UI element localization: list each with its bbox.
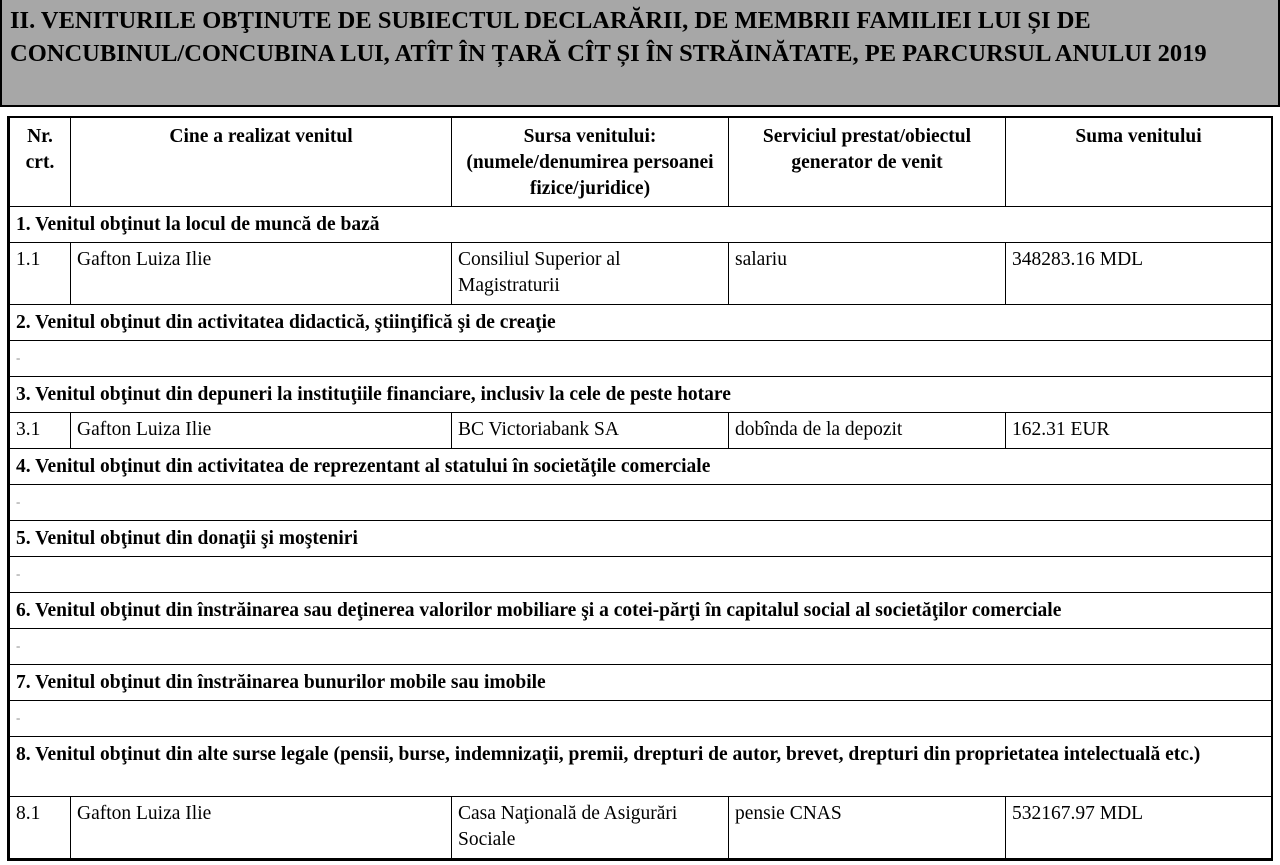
cell-service: pensie CNAS (729, 797, 1006, 859)
empty-row (10, 629, 1272, 665)
header-who: Cine a realizat venitul (71, 118, 452, 207)
cell-service: dobînda de la depozit (729, 413, 1006, 449)
category-title: 5. Venitul obţinut din donaţii şi moşteniri (10, 521, 1272, 557)
category-title: 1. Venitul obţinut la locul de muncă de bază (10, 207, 1272, 243)
category-row-8 (10, 737, 1272, 797)
empty-placeholder: - (10, 341, 1272, 377)
header-source: Sursa venitului: (numele/denumirea persoanei fizice/juridice) (452, 118, 729, 207)
category-title: 4. Venitul obţinut din activitatea de reprezentant al statului în societăţile comerciale (10, 449, 1272, 485)
cell-amount: 162.31 EUR (1006, 413, 1272, 449)
cell-source: Consiliul Superior al Magistraturii (452, 243, 729, 305)
empty-placeholder: - (10, 557, 1272, 593)
table-row (10, 243, 1272, 305)
cell-service: salariu (729, 243, 1006, 305)
cell-nr: 8.1 (10, 797, 71, 859)
empty-row (10, 701, 1272, 737)
cell-source: BC Victoriabank SA (452, 413, 729, 449)
header-nr: Nr. crt. (10, 118, 71, 207)
cell-amount: 348283.16 MDL (1006, 243, 1272, 305)
category-title: 3. Venitul obţinut din depuneri la instituţiile financiare, inclusiv la cele de peste hotare (10, 377, 1272, 413)
category-title: 6. Venitul obţinut din înstrăinarea sau deţinerea valorilor mobiliare şi a cotei-părţi în capitalul social al societăţilor comerciale (10, 593, 1272, 629)
cell-nr: 1.1 (10, 243, 71, 305)
category-title: 2. Venitul obţinut din activitatea didactică, ştiinţifică şi de creaţie (10, 305, 1272, 341)
category-title: 8. Venitul obţinut din alte surse legale (pensii, burse, indemnizaţii, premii, drepturi de autor, brevet, drepturi din proprietatea intelectuală etc.) (10, 737, 1272, 797)
income-table (9, 118, 1272, 859)
table-row (10, 797, 1272, 859)
cell-nr: 3.1 (10, 413, 71, 449)
empty-row (10, 341, 1272, 377)
cell-who: Gafton Luiza Ilie (71, 797, 452, 859)
empty-row (10, 485, 1272, 521)
category-row-3 (10, 377, 1272, 413)
section-title: II. VENITURILE OBŢINUTE DE SUBIECTUL DECLARĂRII, DE MEMBRII FAMILIEI LUI ȘI DE CONCUBINUL/CONCUBINA LUI, ATÎT ÎN ȚARĂ CÎT ȘI ÎN STRĂINĂTATE, PE PARCURSUL ANULUI 2019 (0, 0, 1280, 107)
category-row-7 (10, 665, 1272, 701)
empty-row (10, 557, 1272, 593)
category-row-2 (10, 305, 1272, 341)
table-row (10, 413, 1272, 449)
category-row-4 (10, 449, 1272, 485)
empty-placeholder: - (10, 701, 1272, 737)
category-row-6 (10, 593, 1272, 629)
empty-placeholder: - (10, 485, 1272, 521)
cell-who: Gafton Luiza Ilie (71, 413, 452, 449)
cell-source: Casa Naţională de Asigurări Sociale (452, 797, 729, 859)
header-service: Serviciul prestat/obiectul generator de venit (729, 118, 1006, 207)
category-row-5 (10, 521, 1272, 557)
empty-placeholder: - (10, 629, 1272, 665)
category-row-1 (10, 207, 1272, 243)
cell-amount: 532167.97 MDL (1006, 797, 1272, 859)
income-table-wrapper (7, 116, 1273, 861)
table-header-row (10, 118, 1272, 207)
cell-who: Gafton Luiza Ilie (71, 243, 452, 305)
category-title: 7. Venitul obţinut din înstrăinarea bunurilor mobile sau imobile (10, 665, 1272, 701)
header-amount: Suma venitului (1006, 118, 1272, 207)
